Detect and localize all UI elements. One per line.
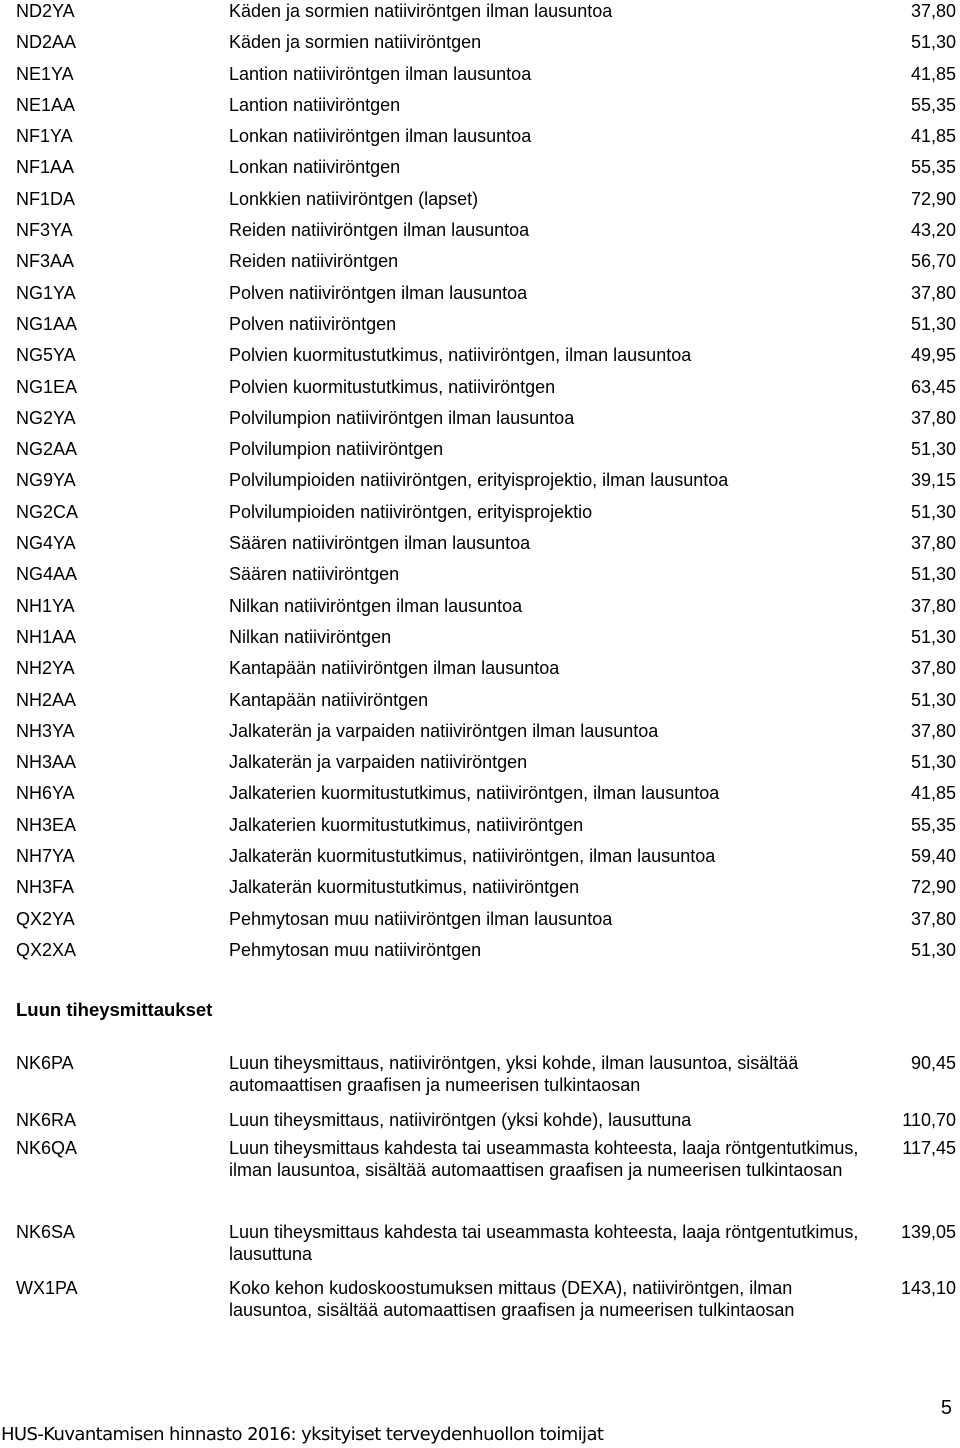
- section-heading: Luun tiheysmittaukset: [16, 999, 213, 1020]
- row-price: 55,35: [910, 94, 956, 115]
- table-row: [0, 407, 960, 438]
- table-row: [0, 0, 960, 31]
- row-price: 37,80: [910, 1, 956, 21]
- table-row: [0, 376, 960, 407]
- table-row: [0, 908, 960, 939]
- row-description: Säären natiiviröntgen: [229, 564, 400, 585]
- row-code: NH3FA: [16, 877, 75, 898]
- row-code: ND2AA: [16, 32, 77, 53]
- table-row: [0, 689, 960, 720]
- table-row: [0, 344, 960, 375]
- row-description: Lonkan natiiviröntgen: [229, 157, 401, 178]
- row-description: Luun tiheysmittaus, natiiviröntgen, yksi kohde, ilman lausuntoa, sisältää automaattisen graafisen ja numeerisen tulkintaosan: [229, 1053, 799, 1095]
- row-description: Luun tiheysmittaus kahdesta tai useammasta kohteesta, laaja röntgentutkimus, ilman lausuntoa, sisältää automaattisen graafisen ja numeerisen tulkintaosan: [229, 1138, 859, 1180]
- table-row: [0, 219, 960, 250]
- row-price: 49,95: [910, 345, 956, 366]
- row-code: NH3YA: [16, 720, 75, 741]
- row-code: NH3AA: [16, 752, 77, 773]
- row-price: 41,85: [910, 783, 956, 804]
- row-code: NE1AA: [16, 94, 76, 115]
- row-code: NG2CA: [16, 501, 79, 522]
- table-row: [0, 939, 960, 970]
- row-code: ND2YA: [16, 1, 75, 21]
- table-row: [0, 595, 960, 626]
- table-row: [0, 438, 960, 469]
- table-row: [0, 814, 960, 845]
- row-code: NH6YA: [16, 783, 75, 804]
- row-price: 51,30: [910, 439, 956, 460]
- row-code: NF1YA: [16, 126, 73, 147]
- row-price: 51,30: [910, 752, 956, 773]
- table-row: [0, 626, 960, 657]
- row-description: Lonkan natiiviröntgen ilman lausuntoa: [229, 126, 532, 147]
- table-row: [0, 1277, 960, 1333]
- row-price: 56,70: [910, 251, 956, 272]
- table-row: [0, 532, 960, 563]
- table-row: [0, 876, 960, 907]
- row-price: 37,80: [910, 282, 956, 303]
- row-price: 55,35: [910, 157, 956, 178]
- row-description: Lonkkien natiiviröntgen (lapset): [229, 188, 479, 209]
- row-description: Pehmytosan muu natiiviröntgen ilman lausuntoa: [229, 908, 613, 929]
- row-description: Nilkan natiiviröntgen: [229, 626, 392, 647]
- row-code: NH3EA: [16, 814, 77, 835]
- row-description: Polvilumpion natiiviröntgen ilman lausuntoa: [229, 407, 575, 428]
- row-code: NG5YA: [16, 345, 76, 366]
- row-code: NK6SA: [16, 1222, 76, 1242]
- row-code: NG4AA: [16, 564, 78, 585]
- row-code: NK6QA: [16, 1138, 78, 1158]
- row-price: 41,85: [910, 126, 956, 147]
- table-row: [0, 1137, 960, 1221]
- row-description: Luun tiheysmittaus, natiiviröntgen (yksi kohde), lausuttuna: [229, 1110, 692, 1130]
- row-code: NH2YA: [16, 658, 75, 679]
- row-description: Pehmytosan muu natiiviröntgen: [229, 939, 482, 960]
- table-row: [0, 469, 960, 500]
- row-description: Reiden natiiviröntgen ilman lausuntoa: [229, 220, 530, 241]
- row-description: Säären natiiviröntgen ilman lausuntoa: [229, 533, 531, 554]
- row-price: 72,90: [910, 877, 956, 898]
- row-code: NH2AA: [16, 689, 77, 710]
- row-price: 37,80: [910, 533, 956, 554]
- row-price: 51,30: [910, 626, 956, 647]
- row-code: NF3AA: [16, 251, 75, 272]
- row-description: Polvien kuormitustutkimus, natiiviröntgen, ilman lausuntoa: [229, 345, 692, 366]
- row-description: Käden ja sormien natiiviröntgen ilman lausuntoa: [229, 1, 613, 21]
- table-row: [0, 188, 960, 219]
- row-price: 51,30: [910, 32, 956, 53]
- row-code: NH7YA: [16, 846, 75, 867]
- row-price: 51,30: [910, 939, 956, 960]
- table-row: [0, 720, 960, 751]
- row-code: NG1YA: [16, 282, 76, 303]
- row-description: Polvilumpioiden natiiviröntgen, erityisprojektio: [229, 501, 593, 522]
- footer-text: HUS-Kuvantamisen hinnasto 2016: yksityiset terveydenhuollon toimijat: [1, 1424, 604, 1445]
- table-row: [0, 94, 960, 125]
- row-code: NG1EA: [16, 376, 78, 397]
- row-price: 51,30: [910, 313, 956, 334]
- row-price: 90,45: [910, 1053, 956, 1073]
- row-code: NG2YA: [16, 407, 76, 428]
- table-row: [0, 31, 960, 62]
- table-row: [0, 250, 960, 281]
- row-description: Jalkaterän kuormitustutkimus, natiiviröntgen: [229, 877, 580, 898]
- row-description: Kantapään natiiviröntgen ilman lausuntoa: [229, 658, 560, 679]
- table-row: [0, 751, 960, 782]
- row-description: Polvilumpion natiiviröntgen: [229, 439, 444, 460]
- table-row: [0, 1109, 960, 1137]
- row-code: QX2YA: [16, 908, 75, 929]
- row-code: NK6PA: [16, 1053, 74, 1073]
- table-row: [0, 1221, 960, 1277]
- row-code: NF1DA: [16, 188, 76, 209]
- row-code: NG1AA: [16, 313, 78, 334]
- row-description: Polven natiiviröntgen ilman lausuntoa: [229, 282, 528, 303]
- row-price: 51,30: [910, 501, 956, 522]
- row-code: NH1YA: [16, 595, 75, 616]
- table-row: [0, 125, 960, 156]
- row-price: 37,80: [910, 658, 956, 679]
- row-description: Jalkaterien kuormitustutkimus, natiiviröntgen: [229, 814, 584, 835]
- row-description: Polvilumpioiden natiiviröntgen, erityisprojektio, ilman lausuntoa: [229, 470, 729, 491]
- row-price: 43,20: [910, 220, 956, 241]
- row-price: 143,10: [900, 1278, 956, 1298]
- table-row: [0, 782, 960, 813]
- row-price: 117,45: [902, 1138, 956, 1158]
- row-description: Jalkaterän ja varpaiden natiiviröntgen ilman lausuntoa: [229, 720, 659, 741]
- row-price: 51,30: [910, 689, 956, 710]
- table-row: [0, 1052, 960, 1109]
- row-description: Koko kehon kudoskoostumuksen mittaus (DEXA), natiiviröntgen, ilman lausuntoa, sisältää automaattisen graafisen ja numeerisen tulkintaosan: [229, 1278, 795, 1320]
- row-price: 55,35: [910, 814, 956, 835]
- row-description: Reiden natiiviröntgen: [229, 251, 399, 272]
- row-description: Nilkan natiiviröntgen ilman lausuntoa: [229, 595, 523, 616]
- row-price: 41,85: [910, 63, 956, 84]
- row-description: Jalkaterien kuormitustutkimus, natiiviröntgen, ilman lausuntoa: [229, 783, 720, 804]
- row-code: QX2XA: [16, 939, 77, 960]
- row-price: 63,45: [910, 376, 956, 397]
- table-row: [0, 282, 960, 313]
- row-price: 110,70: [902, 1110, 956, 1130]
- row-description: Luun tiheysmittaus kahdesta tai useammasta kohteesta, laaja röntgentutkimus, lausuttuna: [229, 1222, 859, 1264]
- table-row: [0, 313, 960, 344]
- row-price: 37,80: [910, 595, 956, 616]
- row-code: NG4YA: [16, 533, 76, 554]
- row-code: NG2AA: [16, 439, 78, 460]
- row-description: Käden ja sormien natiiviröntgen: [229, 32, 482, 53]
- row-description: Polven natiiviröntgen: [229, 313, 397, 334]
- row-price: 37,80: [910, 720, 956, 741]
- row-price: 37,80: [910, 407, 956, 428]
- row-description: Jalkaterän ja varpaiden natiiviröntgen: [229, 752, 528, 773]
- row-description: Kantapään natiiviröntgen: [229, 689, 429, 710]
- row-description: Lantion natiiviröntgen ilman lausuntoa: [229, 63, 532, 84]
- row-price: 139,05: [900, 1222, 956, 1242]
- row-price: 37,80: [910, 908, 956, 929]
- row-code: NG9YA: [16, 470, 76, 491]
- row-price: 39,15: [910, 470, 956, 491]
- page-number: 5: [940, 1397, 952, 1419]
- row-price: 51,30: [910, 564, 956, 585]
- row-description: Jalkaterän kuormitustutkimus, natiiviröntgen, ilman lausuntoa: [229, 846, 716, 867]
- row-code: NK6RA: [16, 1110, 77, 1130]
- row-code: NF1AA: [16, 157, 75, 178]
- row-description: Lantion natiiviröntgen: [229, 94, 401, 115]
- row-code: NH1AA: [16, 626, 77, 647]
- table-row: [0, 845, 960, 876]
- table-row: [0, 657, 960, 688]
- row-code: WX1PA: [16, 1278, 78, 1298]
- row-code: NE1YA: [16, 63, 74, 84]
- row-price: 72,90: [910, 188, 956, 209]
- row-code: NF3YA: [16, 220, 73, 241]
- table-row: [0, 501, 960, 532]
- row-price: 59,40: [910, 846, 956, 867]
- table-row: [0, 63, 960, 94]
- table-row: [0, 563, 960, 594]
- bone-density-table: [0, 1052, 960, 1333]
- table-row: [0, 156, 960, 187]
- row-description: Polvien kuormitustutkimus, natiiviröntgen: [229, 376, 556, 397]
